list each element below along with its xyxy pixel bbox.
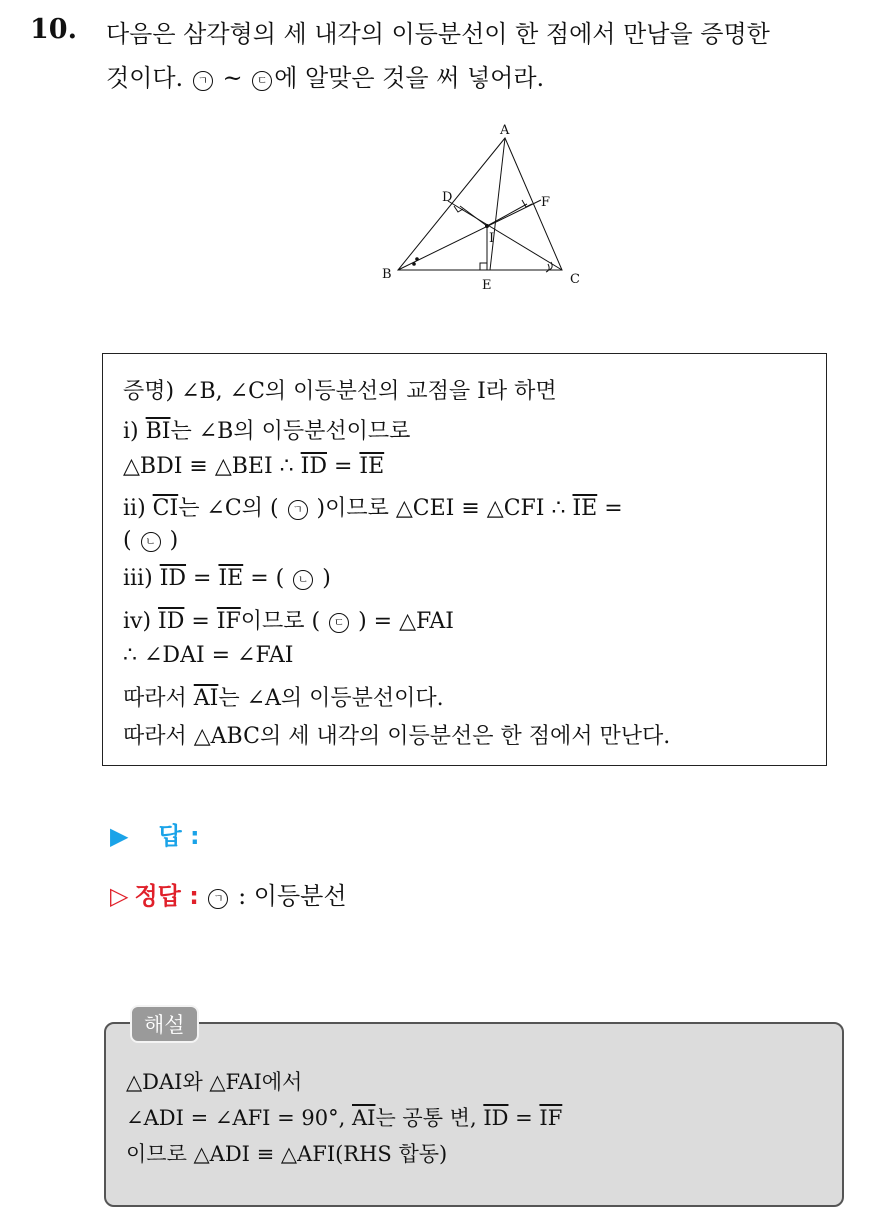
answer-row — [110, 816, 200, 851]
question-text-line2-mid: ~ — [214, 64, 251, 92]
triangle-figure — [370, 118, 590, 298]
explanation-line-1: △DAI와 △FAI에서 — [126, 1070, 303, 1094]
correct-marker-icon: ▷ — [110, 882, 129, 910]
segment-id: $\overline{ID}$ — [158, 609, 185, 634]
label-a: A — [500, 123, 510, 138]
correct-answer-row — [110, 876, 347, 911]
point-i — [485, 224, 489, 228]
segment-if — [487, 204, 527, 226]
proof-line-6: ⅲ) $\overline{ID} = \overline{IE}$ = ( ㄴ ) — [123, 566, 331, 591]
segment-ai: $\overline{AI}$ — [193, 686, 219, 711]
question-text-line2-post: 에 알맞은 것을 써 넣어라. — [274, 64, 545, 92]
circle-mark-a: ㄱ — [193, 71, 213, 91]
segment-if: $\overline{IF}$ — [539, 1106, 563, 1130]
answer-label: 답 : — [158, 822, 200, 850]
triangle-abc — [398, 138, 562, 270]
explanation-line-2: ∠ADI = ∠AFI = 90°, $\overline{AI}$는 공통 변, $\overline{ID} = \overline{IF}$ — [126, 1106, 563, 1130]
label-c: C — [570, 272, 580, 287]
proof-line-1: 증명) ∠B, ∠C의 이등분선의 교점을 I라 하면 — [123, 379, 557, 404]
segment-id: $\overline{ID}$ — [483, 1106, 509, 1130]
proof-line-8: ∴ ∠DAI = ∠FAI — [123, 643, 294, 668]
question-text-line2 — [106, 58, 544, 93]
bisector-c — [448, 201, 562, 270]
explanation-line-3: 이므로 △ADI ≡ △AFI(RHS 합동) — [126, 1142, 448, 1166]
proof-line-3: △BDI ≡ △BEI ∴ $\overline{ID} = \overline{IE}$ — [123, 454, 385, 479]
blank-mark-b: ㄴ — [293, 570, 313, 590]
proof-line-5: ( ㄴ ) — [123, 528, 179, 553]
segment-ie: $\overline{IE}$ — [572, 496, 598, 521]
label-f: F — [541, 195, 551, 210]
circle-mark-c: ㄷ — [252, 71, 272, 91]
segment-ie: $\overline{IE}$ — [359, 454, 385, 479]
segment-ci: $\overline{CI}$ — [152, 496, 179, 521]
blank-mark-c: ㄷ — [329, 613, 349, 633]
explanation-tab: 해설 — [130, 1005, 199, 1043]
correct-mark-a: ㄱ — [208, 889, 228, 909]
question-text-line1: 다음은 삼각형의 세 내각의 이등분선이 한 점에서 만남을 증명한 — [106, 20, 770, 48]
label-i: I — [489, 231, 495, 246]
proof-box — [102, 353, 827, 766]
question-number: 10. — [30, 14, 77, 45]
correct-value: : 이등분선 — [230, 882, 347, 910]
answer-marker-icon: ▶ — [110, 822, 129, 850]
angle-mark-c — [546, 264, 549, 272]
segment-ai: $\overline{AI}$ — [352, 1106, 376, 1130]
angle-dot-b1 — [412, 262, 416, 266]
bisector-a — [490, 138, 505, 270]
proof-line-7: ⅳ) $\overline{ID} = \overline{IF}$이므로 ( ㄷ ) = △FAI — [123, 609, 454, 634]
proof-line-4: ⅱ) $\overline{CI}$는 ∠C의 ( ㄱ )이므로 △CEI ≡ △CFI ∴ $\overline{IE}$ = — [123, 496, 623, 521]
right-angle-e — [480, 263, 487, 270]
segment-ie: $\overline{IE}$ — [218, 566, 244, 591]
bisector-b — [398, 200, 541, 270]
proof-line-10: 따라서 △ABC의 세 내각의 이등분선은 한 점에서 만난다. — [123, 724, 671, 749]
label-e: E — [482, 278, 492, 293]
blank-mark-a: ㄱ — [288, 500, 308, 520]
segment-if: $\overline{IF}$ — [216, 609, 241, 634]
question-text-line2-pre: 것이다. — [106, 64, 191, 92]
proof-line-9: 따라서 $\overline{AI}$는 ∠A의 이등분선이다. — [123, 686, 444, 711]
blank-mark-b: ㄴ — [141, 532, 161, 552]
segment-bi: $\overline{BI}$ — [145, 419, 171, 444]
label-d: D — [442, 190, 453, 205]
proof-line-2: ⅰ) $\overline{BI}$는 ∠B의 이등분선이므로 — [123, 419, 411, 444]
segment-id — [460, 206, 487, 226]
segment-id: $\overline{ID}$ — [300, 454, 327, 479]
explanation-box — [104, 1022, 844, 1207]
angle-dot-b2 — [415, 257, 419, 261]
segment-id: $\overline{ID}$ — [159, 566, 187, 591]
label-b: B — [382, 267, 392, 282]
correct-label: 정답 : — [134, 882, 199, 910]
